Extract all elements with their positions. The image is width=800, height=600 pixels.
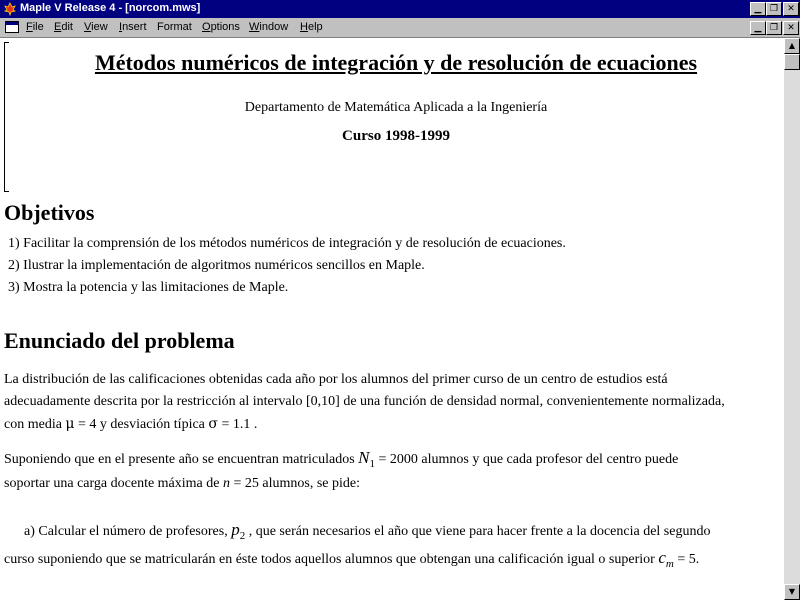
menu-format[interactable]: Format [157,21,192,33]
department-text: Departamento de Matemática Aplicada a la Ingeniería [244,100,548,115]
doc-close-button[interactable] [783,21,799,35]
variable-N: N [358,448,370,467]
document-icon[interactable] [5,21,19,33]
mu-symbol: μ [65,416,75,432]
menu-file[interactable]: File [26,21,44,33]
scroll-thumb[interactable] [784,54,800,70]
question-a-line: curso suponiendo que se matricularán en éste todos aquellos alumnos que obtengan una calificación igual o superior $c_m = 5$. [4,548,700,570]
minimize-icon: ▁ [754,4,762,14]
variable-n: n [222,476,230,491]
menu-window[interactable]: Window [249,21,289,33]
vertical-scrollbar[interactable] [784,38,800,600]
menu-options[interactable]: Options [202,21,240,33]
problem-heading: Enunciado del problema [4,328,235,353]
menu-bar [0,18,800,38]
paragraph-line: Suponiendo que en el presente año se encuentran matriculados $N_1 = 2000$ alumnos y que cada profesor del centro puede [4,448,679,470]
doc-minimize-button[interactable] [750,21,766,35]
document-title: Métodos numéricos de integración y de resolución de ecuaciones [94,50,698,75]
paragraph-line: soportar una carga docente máxima de n = 25 alumnos, se pide: [4,476,360,491]
restore-icon: ❐ [769,4,779,14]
objectives-heading: Objetivos [4,200,95,225]
variable-c: c [658,548,666,567]
restore-button[interactable] [766,2,782,16]
close-icon: ✕ [787,4,795,14]
minimize-icon: ▁ [754,23,762,33]
course-text: Curso 1998-1999 [342,128,450,144]
restore-icon: ❐ [769,23,779,33]
menu-help[interactable]: Help [300,21,323,33]
paragraph-line: adecuadamente descrita por la restricción al intervalo [0,10] de una función de densidad normal, convenientemente normalizada, [4,394,725,409]
doc-restore-button[interactable] [766,21,782,35]
close-button[interactable] [783,2,799,16]
maple-leaf-icon [3,2,17,16]
close-icon: ✕ [787,23,795,33]
objective-item: 1) Facilitar la comprensión de los métodos numéricos de integración y de resolución de ecuaciones. [8,236,566,251]
worksheet[interactable] [0,38,784,600]
menu-view[interactable]: View [84,21,108,33]
objective-item: 2) Ilustrar la implementación de algoritmos numéricos sencillos en Maple. [8,258,425,273]
paragraph-line: con media μ = 4 y desviación típica σ = 1.1 . [4,416,258,432]
sigma-symbol: σ [208,416,218,432]
menu-insert[interactable]: Insert [119,21,147,33]
variable-p: p [231,520,240,539]
scroll-up-button[interactable] [784,38,800,54]
scroll-down-button[interactable] [784,584,800,600]
paragraph-line: La distribución de las calificaciones obtenidas cada año por los alumnos del primer curso de un centro de estudios está [4,372,668,387]
window-title: Maple V Release 4 - [norcom.mws] [20,2,201,14]
question-a-line: a) Calcular el número de profesores, $p_2$ , que serán necesarios el año que viene para hacer frente a la docencia del segundo [24,520,711,542]
objective-item: 3) Mostra la potencia y las limitaciones de Maple. [8,280,289,295]
menu-edit[interactable]: Edit [54,21,73,33]
title-bar [0,0,800,18]
minimize-button[interactable] [750,2,766,16]
arrow-up-icon: ▲ [788,41,796,50]
arrow-down-icon: ▼ [788,587,796,596]
